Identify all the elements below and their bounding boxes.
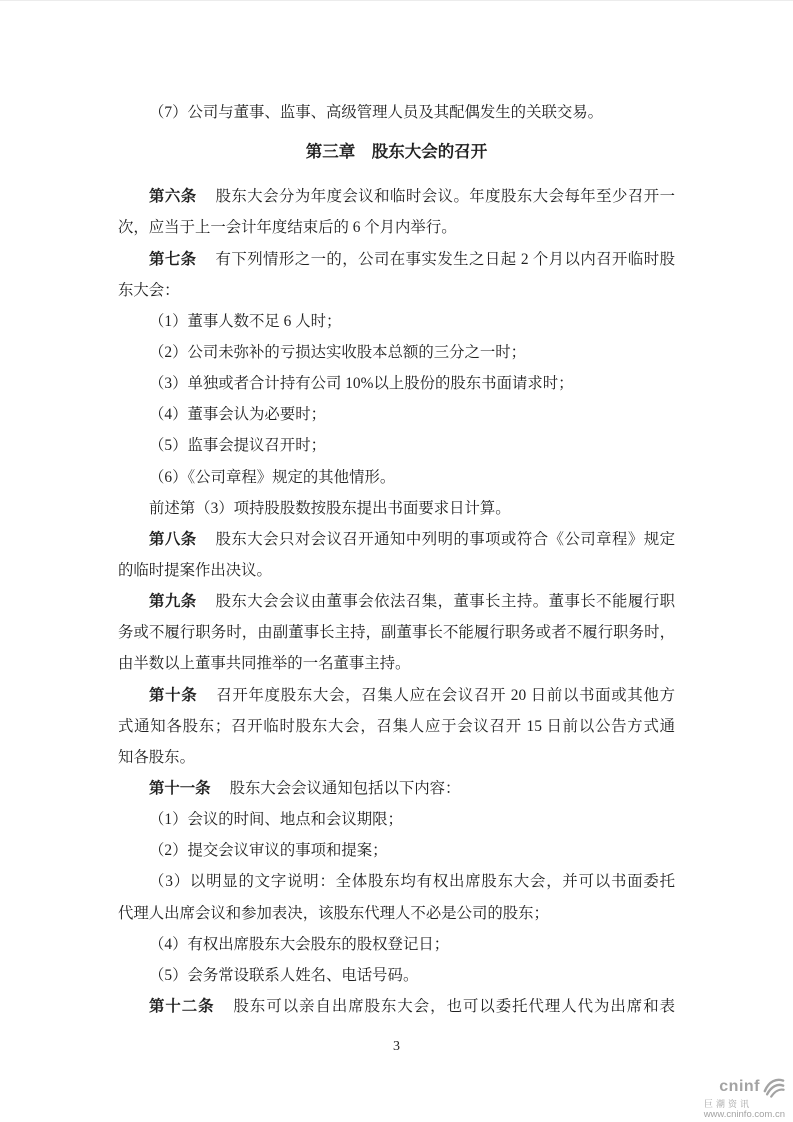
cninfo-chinese-name: 巨潮资讯 [703, 1099, 752, 1109]
document-line: （2）提交会议审议的事项和提案； [149, 842, 388, 860]
document-line: （7）公司与董事、监事、高级管理人员及其配偶发生的关联交易。 [149, 104, 604, 121]
article-term: 第九条 [149, 593, 197, 611]
article-term: 第六条 [149, 188, 197, 206]
document-line: 务或不履行职务时，由副董事长主持，副董事长不能履行职务或者不履行职务时， [118, 624, 675, 642]
cninfo-brand-row [689, 1075, 785, 1099]
document-line: 第九条 股东大会会议由董事会依法召集，董事长主持。董事长不能履行职 [149, 593, 675, 611]
document-line: （3）以明显的文字说明：全体股东均有权出席股东大会，并可以书面委托 [149, 873, 675, 891]
article-term: 第十条 [149, 686, 198, 704]
document-line: 东大会： [118, 281, 180, 299]
chapter-heading: 第三章 股东大会的召开 [305, 142, 488, 162]
document-line: （6）《公司章程》规定的其他情形。 [149, 468, 396, 486]
document-line: 第十条 召开年度股东大会，召集人应在会议召开 20 日前以书面或其他方 [149, 686, 675, 704]
document-line: 前述第（3）项持股股数按股东提出书面要求日计算。 [149, 499, 511, 517]
page-number: 3 [393, 1039, 400, 1054]
document-line: 代理人出席会议和参加表决，该股东代理人不必是公司的股东； [118, 904, 549, 922]
document-line: 式通知各股东；召开临时股东大会，召集人应于会议召开 15 日前以公告方式通 [118, 717, 675, 735]
document-body [118, 97, 675, 1022]
document-line: 第十二条 股东可以亲自出席股东大会，也可以委托代理人代为出席和表 [149, 997, 675, 1015]
document-line: 第十一条 股东大会会议通知包括以下内容： [149, 779, 461, 797]
document-line: 第八条 股东大会只对会议召开通知中列明的事项或符合《公司章程》规定 [149, 530, 675, 548]
article-term: 第八条 [149, 530, 197, 548]
document-line: 第六条 股东大会分为年度会议和临时会议。年度股东大会每年至少召开一 [149, 188, 675, 206]
document-line: 次，应当于上一会计年度结束后的 6 个月内举行。 [118, 219, 457, 237]
document-line: 第七条 有下列情形之一的，公司在事实发生之日起 2 个月以内召开临时股 [149, 250, 675, 268]
document-line: 由半数以上董事共同推举的一名董事主持。 [118, 655, 411, 673]
document-line: （2）公司未弥补的亏损达实收股本总额的三分之一时； [149, 343, 527, 361]
article-term: 第七条 [149, 250, 197, 268]
document-line: 的临时提案作出决议。 [118, 561, 272, 579]
cninfo-url: www.cninfo.com.cn [703, 1109, 785, 1120]
cninfo-brand-text: cninf [719, 1078, 760, 1095]
document-line: （1）董事人数不足 6 人时； [149, 312, 342, 330]
document-line: （1）会议的时间、地点和会议期限； [149, 811, 403, 829]
document-line: 知各股东。 [118, 748, 195, 766]
article-term: 第十二条 [149, 997, 215, 1015]
document-line: （5）会务常设联系人姓名、电话号码。 [149, 966, 419, 984]
document-line: （5）监事会提议召开时； [149, 437, 326, 455]
document-line: （4）董事会认为必要时； [149, 406, 326, 424]
article-term: 第十一条 [149, 779, 211, 797]
cninfo-swirl-icon [762, 1076, 785, 1098]
cninfo-logo [689, 1075, 785, 1120]
document-line: （4）有权出席股东大会股东的股权登记日； [149, 935, 450, 953]
document-line: （3）单独或者合计持有公司 10%以上股份的股东书面请求时； [149, 375, 574, 393]
